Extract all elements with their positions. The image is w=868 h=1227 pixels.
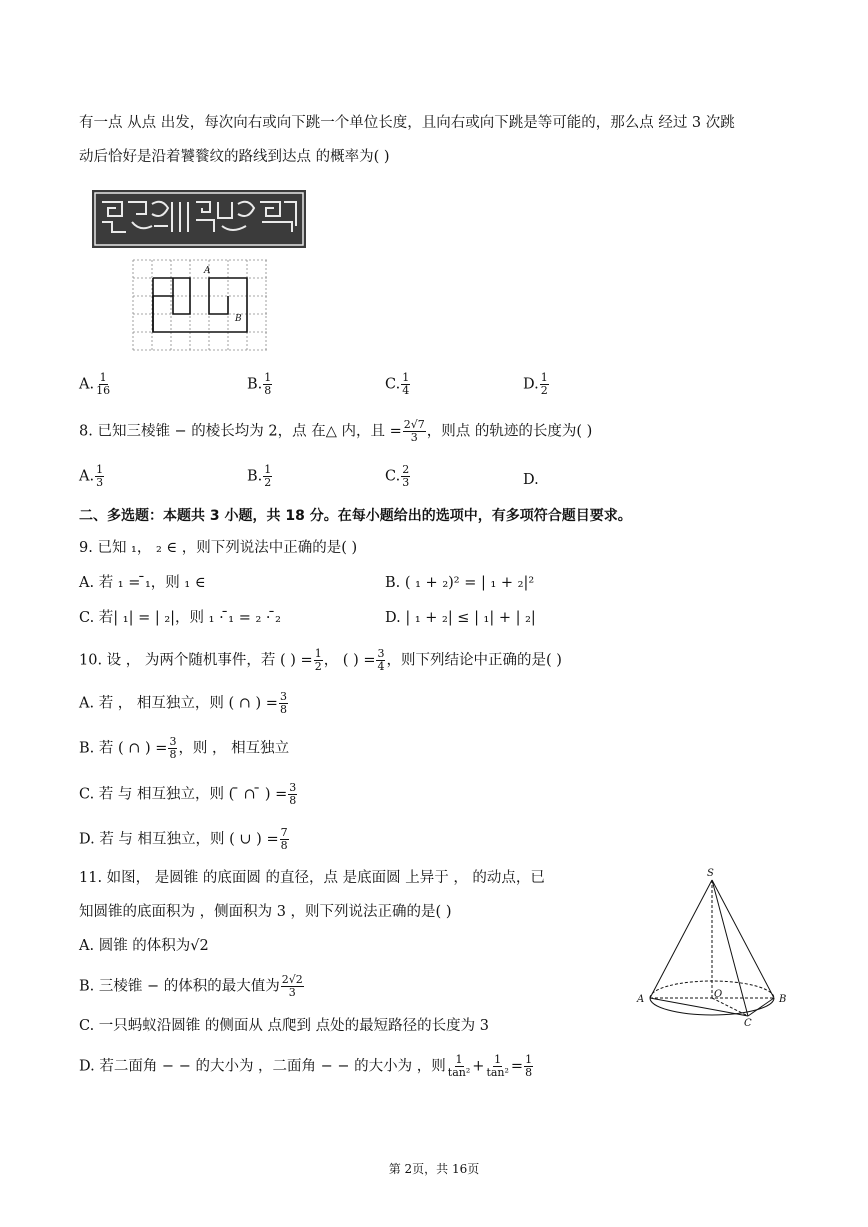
q11-option-d: D. 若二面角 − − 的大小为 ，二面角 − − 的大小为 ，则 $\frac{1}{\text{tan²}}$ + $\frac{1}{\text{tan²}}$ = $\frac{1}{8}$ [79, 1053, 533, 1079]
q8-option-b: B. $\frac{1}{2}$ [247, 463, 272, 489]
cone-label-a: A [637, 994, 645, 1005]
grid-path-diagram [131, 258, 273, 358]
q11-option-b: B. 三棱锥 − 的体积的最大值为 $\frac{2√2}{3}$ [79, 973, 303, 999]
q7-option-d: D. $\frac{1}{2}$ [523, 371, 548, 397]
q8-option-c: C. $\frac{2}{3}$ [385, 463, 410, 489]
cone-label-c: C [744, 1018, 752, 1029]
q9-option-d: D. | ₁ + ₂| ≤ | ₁| + | ₂| [385, 610, 536, 626]
section-heading-multi-choice: 二、多选题：本题共 3 小题，共 18 分。在每小题给出的选项中，有多项符合题目要求。 [79, 508, 632, 524]
q11-line1: 11. 如图， 是圆锥 的底面圆 的直径，点 是底面圆 上异于 ， 的动点，已 [79, 870, 545, 886]
taotie-pattern-image [92, 190, 306, 252]
q10-stem: 10. 设 ， 为两个随机事件，若 ( ) = $\frac{1}{2}$ ， ( ) = $\frac{3}{4}$ ，则下列结论中正确的是( ) [79, 647, 562, 673]
cone-label-s: S [707, 868, 714, 879]
q10-option-b: B. 若 ( ∩ ) = $\frac{3}{8}$ ，则 ， 相互独立 [79, 735, 290, 761]
q9-stem: 9. 已知 ₁， ₂ ∈ ，则下列说法中正确的是( ) [79, 540, 358, 556]
q8-option-d: D. [523, 472, 539, 488]
grid-label-a: A [204, 266, 211, 276]
q10-option-c: C. 若 与 相互独立，则 ( ̄ ∩ ̄ ) = $\frac{3}{8}$ [79, 781, 297, 807]
q9-option-b: B. ( ₁ + ₂)² = | ₁ + ₂|² [385, 575, 535, 591]
q7-line2: 动后恰好是沿着饕餮纹的路线到达点 的概率为( ) [79, 149, 390, 165]
q7-option-a: A. $\frac{1}{16}$ [79, 371, 111, 397]
q11-option-c: C. 一只蚂蚁沿圆锥 的侧面从 点爬到 点处的最短路径的长度为 3 [79, 1018, 489, 1034]
q10-option-d: D. 若 与 相互独立，则 ( ∪ ) = $\frac{7}{8}$ [79, 826, 288, 852]
q9-option-a: A. 若 ₁ = ̄₁，则 ₁ ∈ [79, 575, 206, 591]
q7-option-c: C. $\frac{1}{4}$ [385, 371, 410, 397]
q10-option-a: A. 若 ， 相互独立，则 ( ∩ ) = $\frac{3}{8}$ [79, 690, 287, 716]
cone-figure [632, 868, 800, 1040]
cone-label-b: B [779, 994, 787, 1005]
q7-line1: 有一点 从点 出发，每次向右或向下跳一个单位长度，且向右或向下跳是等可能的，那么点 经过 3 次跳 [79, 115, 735, 131]
q8-option-a: A. $\frac{1}{3}$ [79, 463, 104, 489]
q7-option-b: B. $\frac{1}{8}$ [247, 371, 272, 397]
page-footer: 第 2页，共 16页 [388, 1162, 480, 1176]
grid-label-b: B [235, 314, 242, 324]
q9-option-c: C. 若| ₁| = | ₂|，则 ₁ · ̄₁ = ₂ · ̄₂ [79, 610, 281, 626]
q8-stem: 8. 已知三棱锥 − 的棱长均为 2，点 在△ 内，且 = $\frac{2√7}{3}$ ，则点 的轨迹的长度为( ) [79, 418, 593, 444]
q11-line2: 知圆锥的底面积为 ，侧面积为 3 ，则下列说法正确的是( ) [79, 904, 452, 920]
q11-option-a: A. 圆锥 的体积为√2 [79, 938, 209, 954]
cone-label-o: O [714, 989, 723, 1000]
